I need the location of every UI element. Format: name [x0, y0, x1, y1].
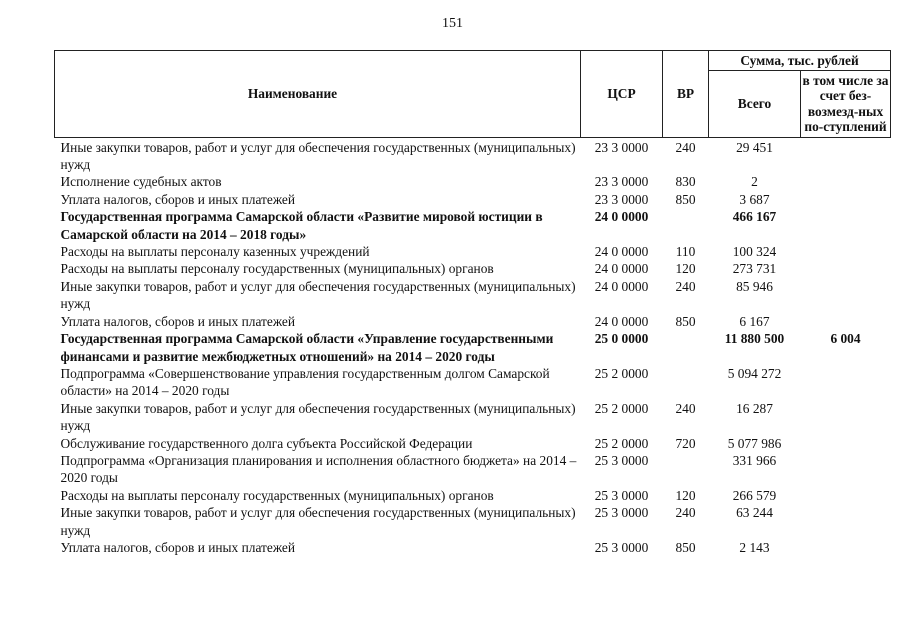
header-csr: ЦСР	[581, 51, 663, 138]
row-vr: 110	[675, 244, 696, 260]
row-free-receipts	[801, 435, 891, 452]
row-total: 5 077 986	[727, 435, 782, 451]
table-row	[55, 243, 891, 260]
row-name: Иные закупки товаров, работ и услуг для обеспечения государственных (муниципальных) нужд	[60, 505, 576, 538]
page-number: 151	[442, 16, 463, 31]
row-name: Расходы на выплаты персоналу государственных (муниципальных) органов	[60, 261, 494, 277]
row-csr: 24 0 0000	[594, 244, 649, 260]
row-total: 100 324	[732, 244, 777, 260]
row-csr: 23 3 0000	[594, 191, 649, 207]
row-name: Уплата налогов, сборов и иных платежей	[60, 539, 296, 555]
row-total: 16 287	[736, 400, 773, 416]
header-free-receipts: в том числе за счет без-возмезд-ных по-ступлений	[801, 71, 891, 138]
row-free-receipts	[801, 365, 891, 400]
row-name: Обслуживание государственного долга субъекта Российской Федерации	[60, 435, 473, 451]
row-name: Расходы на выплаты персоналу казенных учреждений	[60, 244, 370, 260]
table-row	[55, 504, 891, 539]
row-free-receipts	[801, 278, 891, 313]
row-free-receipts	[801, 539, 891, 556]
row-vr: 850	[675, 539, 696, 555]
row-csr: 25 2 0000	[594, 365, 649, 381]
row-vr: 850	[675, 313, 696, 329]
header-total: Всего	[709, 71, 801, 138]
row-name: Подпрограмма «Совершенствование управления государственным долгом Самарской области» на 2014 – 2020 годы	[60, 365, 550, 399]
table-header	[55, 51, 891, 138]
header-vr: ВР	[663, 51, 709, 138]
row-total: 63 244	[736, 505, 773, 521]
row-total: 273 731	[732, 261, 777, 277]
row-name: Иные закупки товаров, работ и услуг для обеспечения государственных (муниципальных) нужд	[60, 139, 576, 173]
header-name: Наименование	[55, 51, 581, 138]
row-csr: 25 0 0000	[594, 331, 649, 347]
row-name: Уплата налогов, сборов и иных платежей	[60, 313, 296, 329]
row-name: Государственная программа Самарской области «Управление государственными финансами и развитие межбюджетных отношений» на 2014 – 2020 годы	[60, 331, 554, 364]
row-vr: 240	[675, 505, 696, 521]
row-total: 3 687	[739, 191, 770, 207]
row-csr: 23 3 0000	[594, 139, 649, 155]
row-free-receipts: 6 004	[830, 331, 861, 347]
row-total: 85 946	[736, 278, 773, 294]
row-total: 2	[751, 174, 758, 190]
row-csr: 24 0 0000	[594, 278, 649, 294]
row-vr: 120	[675, 261, 696, 277]
row-free-receipts	[801, 137, 891, 173]
row-csr: 25 3 0000	[594, 487, 649, 503]
row-name: Иные закупки товаров, работ и услуг для обеспечения государственных (муниципальных) нужд	[60, 400, 576, 434]
row-total: 6 167	[739, 313, 770, 329]
row-free-receipts	[801, 208, 891, 243]
row-name: Уплата налогов, сборов и иных платежей	[60, 191, 296, 207]
table-row	[55, 313, 891, 330]
row-free-receipts	[801, 260, 891, 277]
row-name: Иные закупки товаров, работ и услуг для обеспечения государственных (муниципальных) нужд	[60, 278, 576, 312]
row-free-receipts	[801, 191, 891, 208]
row-vr	[663, 330, 709, 365]
table-row	[55, 539, 891, 556]
table-body	[55, 137, 891, 556]
table-row	[55, 173, 891, 190]
row-name: Расходы на выплаты персоналу государственных (муниципальных) органов	[60, 487, 494, 503]
table-row	[55, 278, 891, 313]
row-csr: 24 0 0000	[594, 209, 649, 225]
row-vr	[663, 208, 709, 243]
row-free-receipts	[801, 173, 891, 190]
row-free-receipts	[801, 487, 891, 504]
row-free-receipts	[801, 313, 891, 330]
row-free-receipts	[801, 243, 891, 260]
table-row	[55, 191, 891, 208]
row-vr	[663, 452, 709, 487]
row-name: Подпрограмма «Организация планирования и исполнения областного бюджета» на 2014 – 2020 годы	[60, 452, 577, 486]
row-csr: 24 0 0000	[594, 261, 649, 277]
row-total: 466 167	[732, 209, 777, 225]
table-row	[55, 260, 891, 277]
row-csr: 25 2 0000	[594, 400, 649, 416]
row-vr	[663, 365, 709, 400]
row-free-receipts	[801, 452, 891, 487]
table-row	[55, 208, 891, 243]
budget-table	[54, 50, 891, 556]
row-vr: 120	[675, 487, 696, 503]
row-csr: 25 3 0000	[594, 539, 649, 555]
table-row	[55, 400, 891, 435]
row-total: 266 579	[732, 487, 777, 503]
row-csr: 24 0 0000	[594, 313, 649, 329]
row-vr: 240	[675, 400, 696, 416]
table-row	[55, 330, 891, 365]
table-row	[55, 435, 891, 452]
row-name: Исполнение судебных актов	[60, 174, 222, 190]
row-csr: 25 3 0000	[594, 452, 649, 468]
table-row	[55, 137, 891, 173]
table-row	[55, 487, 891, 504]
row-vr: 240	[675, 278, 696, 294]
table-row	[55, 365, 891, 400]
row-total: 29 451	[736, 139, 773, 155]
row-csr: 23 3 0000	[594, 174, 649, 190]
row-vr: 850	[675, 191, 696, 207]
row-total: 331 966	[732, 452, 777, 468]
row-free-receipts	[801, 504, 891, 539]
row-total: 5 094 272	[727, 365, 782, 381]
table-row	[55, 452, 891, 487]
row-csr: 25 2 0000	[594, 435, 649, 451]
row-vr: 720	[675, 435, 696, 451]
row-name: Государственная программа Самарской области «Развитие мировой юстиции в Самарской области на 2014 – 2018 годы»	[60, 209, 543, 242]
row-total: 11 880 500	[724, 331, 785, 347]
row-total: 2 143	[739, 539, 770, 555]
header-sum: Сумма, тыс. рублей	[709, 51, 891, 71]
row-vr: 240	[675, 139, 696, 155]
row-csr: 25 3 0000	[594, 505, 649, 521]
row-vr: 830	[675, 174, 696, 190]
row-free-receipts	[801, 400, 891, 435]
